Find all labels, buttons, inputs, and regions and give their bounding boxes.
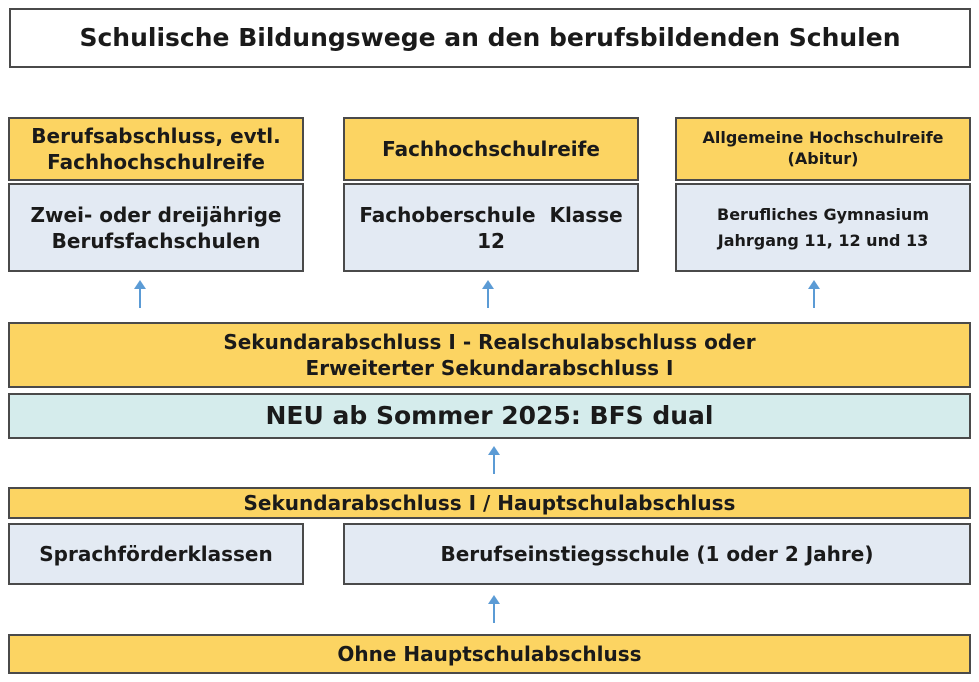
school-line: Jahrgang 11, 12 und 13 <box>717 230 929 250</box>
school-line: Zwei- oder dreijährige <box>30 202 282 227</box>
ohne-hauptschulabschluss-box: Ohne Hauptschulabschluss <box>8 634 971 674</box>
school-line: 12 <box>477 228 505 253</box>
realschul-line: Sekundarabschluss I - Realschulabschluss oder <box>223 330 756 354</box>
school-box-berufsfachschulen <box>8 183 304 272</box>
arrow-up-icon <box>132 279 148 309</box>
school-line: Berufsfachschulen <box>51 228 261 253</box>
qualification-line: Fachhochschulreife <box>382 137 600 161</box>
bfs-dual-box: NEU ab Sommer 2025: BFS dual <box>8 393 971 439</box>
qualification-box-fachhochschulreife <box>343 117 639 181</box>
qualification-line: Fachhochschulreife <box>47 150 265 174</box>
school-box-fachoberschule <box>343 183 639 272</box>
realschul-line: Erweiterter Sekundarabschluss I <box>305 356 674 380</box>
qualification-line: Berufsabschluss, evtl. <box>31 124 281 148</box>
diagram-title: Schulische Bildungswege an den berufsbildenden Schulen <box>9 8 971 68</box>
qualification-box-berufsabschluss <box>8 117 304 181</box>
berufseinstiegsschule-box: Berufseinstiegsschule (1 oder 2 Jahre) <box>343 523 971 585</box>
arrow-up-icon <box>480 279 496 309</box>
school-line: Berufliches Gymnasium <box>717 204 929 224</box>
realschulabschluss-box <box>8 322 971 388</box>
school-line: Fachoberschule Klasse <box>359 202 623 227</box>
sprachfoerderklassen-box: Sprachförderklassen <box>8 523 304 585</box>
hauptschulabschluss-box: Sekundarabschluss I / Hauptschulabschluss <box>8 487 971 519</box>
school-box-berufliches-gymnasium <box>675 183 971 272</box>
qualification-line: (Abitur) <box>787 149 859 168</box>
arrow-up-icon <box>486 445 502 475</box>
qualification-box-abitur <box>675 117 971 181</box>
arrow-up-icon <box>486 594 502 624</box>
qualification-line: Allgemeine Hochschulreife <box>702 128 944 148</box>
arrow-up-icon <box>806 279 822 309</box>
